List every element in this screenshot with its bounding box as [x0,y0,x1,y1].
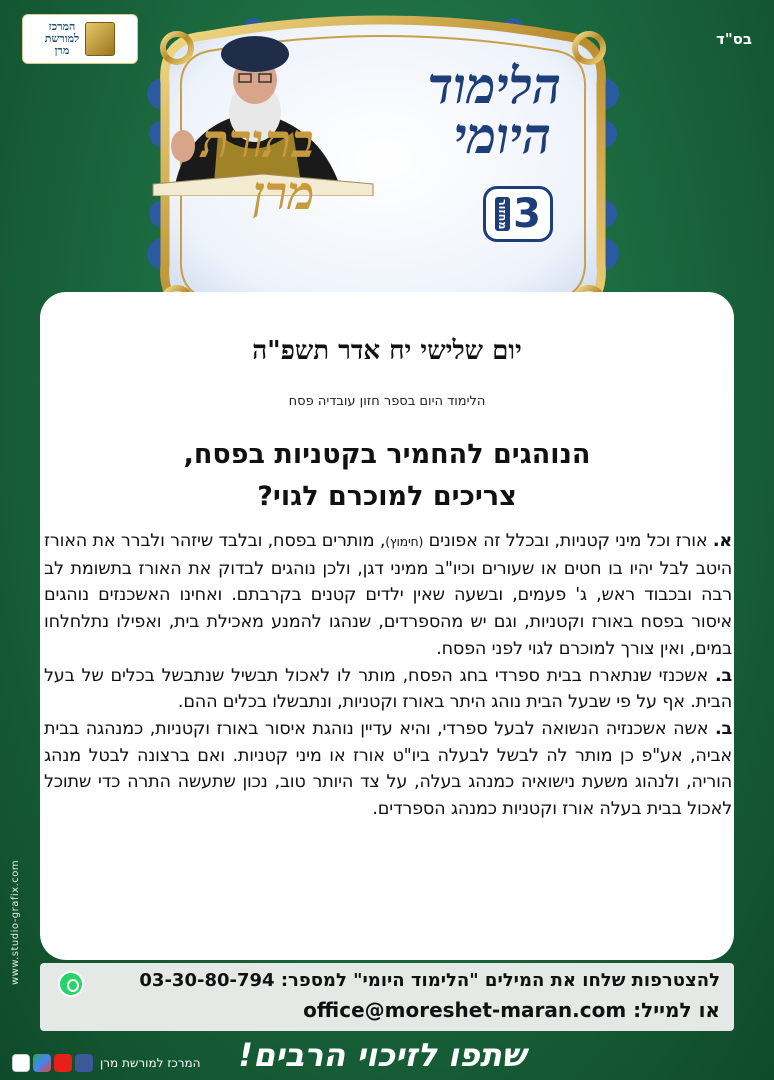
lesson-headline: הנוהגים להחמיר בקטניות בפסח, צריכים למוכרם לגוי? [183,439,591,512]
google-icon[interactable] [12,1054,30,1072]
social-icons [12,1054,93,1072]
title-line-4: מרן [253,166,315,220]
google-play-icon[interactable] [33,1054,51,1072]
whatsapp-icon[interactable] [58,971,84,997]
logo-text: המרכז למורשת מרן [44,20,80,57]
subscribe-line: להצטרפות שלחו את המילים "הלימוד היומי" למספר: 03-30-80-794 [139,970,720,991]
email-link[interactable]: office@moreshet-maran.com [303,998,627,1022]
email-line: או למייל: office@moreshet-maran.com [303,998,720,1022]
bsd-mark: בס"ד [716,30,752,48]
facebook-icon[interactable] [75,1054,93,1072]
studio-credit: www.studio-grafix.com [10,859,21,985]
cycle-word: מחזור [496,198,510,230]
title-frame [143,14,623,336]
paragraph: א. אורז וכל מיני קטניות, ובכלל זה אפונים (חימוץ), מותרים בפסח, ובלבד שיזהר ולברר את האורז היטב לבל יהיו בו חטים או שעורים וכיו"ב ממיני דגן, ולכן נוהגים לבדוק את האורז בתשומת לב רבה ובכבוד ראש, ג' פעמים, ובשעה שאין ילדים קטנים בקרבתם. ואחינו האשכנזים נוהגים איסור בפסח באורז וקטניות, וגם יש מהספרדים, שנהגו להמנע מאכילת בית, ואפילו נתלחלחו במים, ואין צורך למוכרם לגוי לפני הפסח. [44,531,732,659]
phone-number[interactable]: 03-30-80-794 [139,970,275,991]
study-subtitle: הלימוד היום בספר חזון עובדיה פסח [288,394,486,409]
date-heading: יום שלישי יח אדר תשפ"ה [252,336,522,366]
title-line-3: בתורת [201,114,314,168]
youtube-icon[interactable] [54,1054,72,1072]
lesson-body [44,528,732,823]
book-icon [85,22,115,56]
share-cta: שתפו לזיכוי הרבים! [238,1036,526,1074]
cycle-badge [483,186,553,242]
title-line-1: הלימוד [427,56,561,115]
cycle-number: 3 [513,191,541,237]
paragraph: ב. אשה אשכנזיה הנשואה לבעל ספרדי, והיא עדיין נוהגת איסור באורז וקטניות, כמנהגה בבית אביה, אע"פ כן מותר לה לבשל לבעלה ביו"ט אורז או מיני קטניות. ואם ברצונה לבטל מנהג הוריה, ולנהוג משעת נישואיה כמנהג בעלה, על צד היותר טוב, נכון שתעשה התרה כדי שתוכל לאכול בבית בעלה אורז וקטניות כמנהג הספרדים. [44,718,732,820]
paragraph: ב. אשכנזי שנתארח בבית ספרדי בחג הפסח, מותר לו לאכול תבשיל שנתבשל בכלים של בעל הבית. אף על פי שבעל הבית נוהג היתר באורז וקטניות, ונתבשלו בכלים ההם. [44,665,732,713]
organization-logo[interactable] [22,14,138,64]
social-label: המרכז למורשת מרן [100,1056,201,1070]
title-line-2: היומי [453,106,551,165]
